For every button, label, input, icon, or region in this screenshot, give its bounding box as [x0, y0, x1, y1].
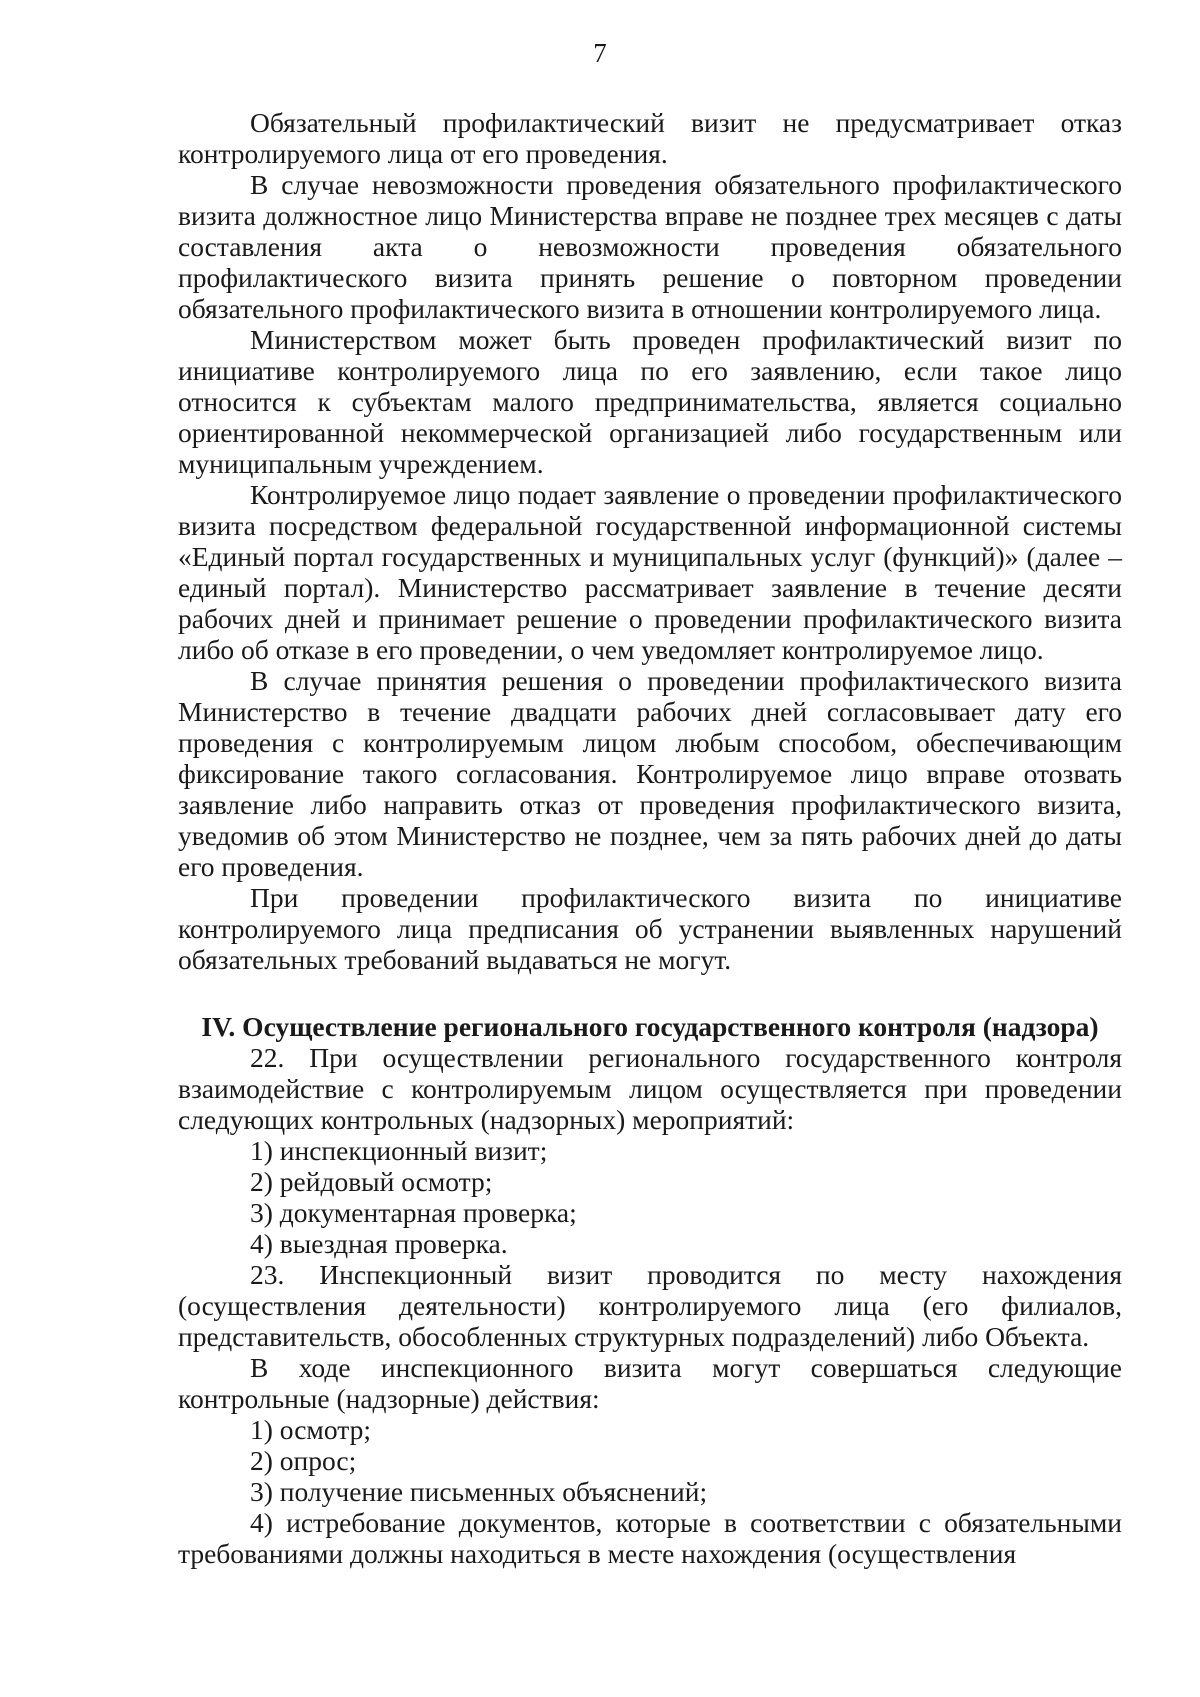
paragraph: Контролируемое лицо подает заявление о проведении профилактического визита посредством федеральной государственной информационной системы «Единый портал государственных и муниципальных услуг (функций)» (далее – единый портал). Министерство рассматривает заявление в течение десяти рабочих дней и принимает решение о проведении профилактического визита либо об отказе в его проведении, о чем уведомляет контролируемое лицо.	[178, 479, 1122, 665]
paragraph: В ходе инспекционного визита могут совершаться следующие контрольные (надзорные) действия:	[178, 1352, 1122, 1414]
list-item: 4) истребование документов, которые в соответствии с обязательными требованиями должны находиться в месте нахождения (осуществления	[178, 1507, 1122, 1569]
paragraph: В случае невозможности проведения обязательного профилактического визита должностное лицо Министерства вправе не позднее трех месяцев с даты составления акта о невозможности проведения обязательного профилактического визита принять решение о повторном проведении обязательного профилактического визита в отношении контролируемого лица.	[178, 169, 1122, 324]
list-item: 1) осмотр;	[250, 1414, 371, 1445]
paragraph: При проведении профилактического визита по инициативе контролируемого лица предписания об устранении выявленных нарушений обязательных требований выдаваться не могут.	[178, 882, 1122, 975]
paragraph: В случае принятия решения о проведении профилактического визита Министерство в течение двадцати рабочих дней согласовывает дату его проведения с контролируемым лицом любым способом, обеспечивающим фиксирование такого согласования. Контролируемое лицо вправе отозвать заявление либо направить отказ от проведения профилактического визита, уведомив об этом Министерство не позднее, чем за пять рабочих дней до даты его проведения.	[178, 665, 1122, 882]
list-item: 2) опрос;	[250, 1445, 357, 1476]
list-item: 2) рейдовый осмотр;	[250, 1166, 493, 1197]
list-item: 3) получение письменных объяснений;	[250, 1476, 708, 1507]
document-body	[178, 107, 1122, 1569]
list-item: 3) документарная проверка;	[250, 1197, 577, 1228]
paragraph: Обязательный профилактический визит не предусматривает отказ контролируемого лица от его проведения.	[178, 107, 1122, 169]
list-item: 1) инспекционный визит;	[250, 1135, 548, 1166]
section-heading: IV. Осуществление регионального государственного контроля (надзора)	[201, 1011, 1099, 1042]
page-number: 7	[593, 38, 607, 68]
paragraph-23: 23. Инспекционный визит проводится по месту нахождения (осуществления деятельности) контролируемого лица (его филиалов, представительств, обособленных структурных подразделений) либо Объекта.	[178, 1259, 1122, 1352]
paragraph-22: 22. При осуществлении регионального государственного контроля взаимодействие с контролируемым лицом осуществляется при проведении следующих контрольных (надзорных) мероприятий:	[178, 1042, 1122, 1135]
paragraph: Министерством может быть проведен профилактический визит по инициативе контролируемого лица по его заявлению, если такое лицо относится к субъектам малого предпринимательства, является социально ориентированной некоммерческой организацией либо государственным или муниципальным учреждением.	[178, 324, 1122, 479]
list-item: 4) выездная проверка.	[250, 1228, 508, 1259]
